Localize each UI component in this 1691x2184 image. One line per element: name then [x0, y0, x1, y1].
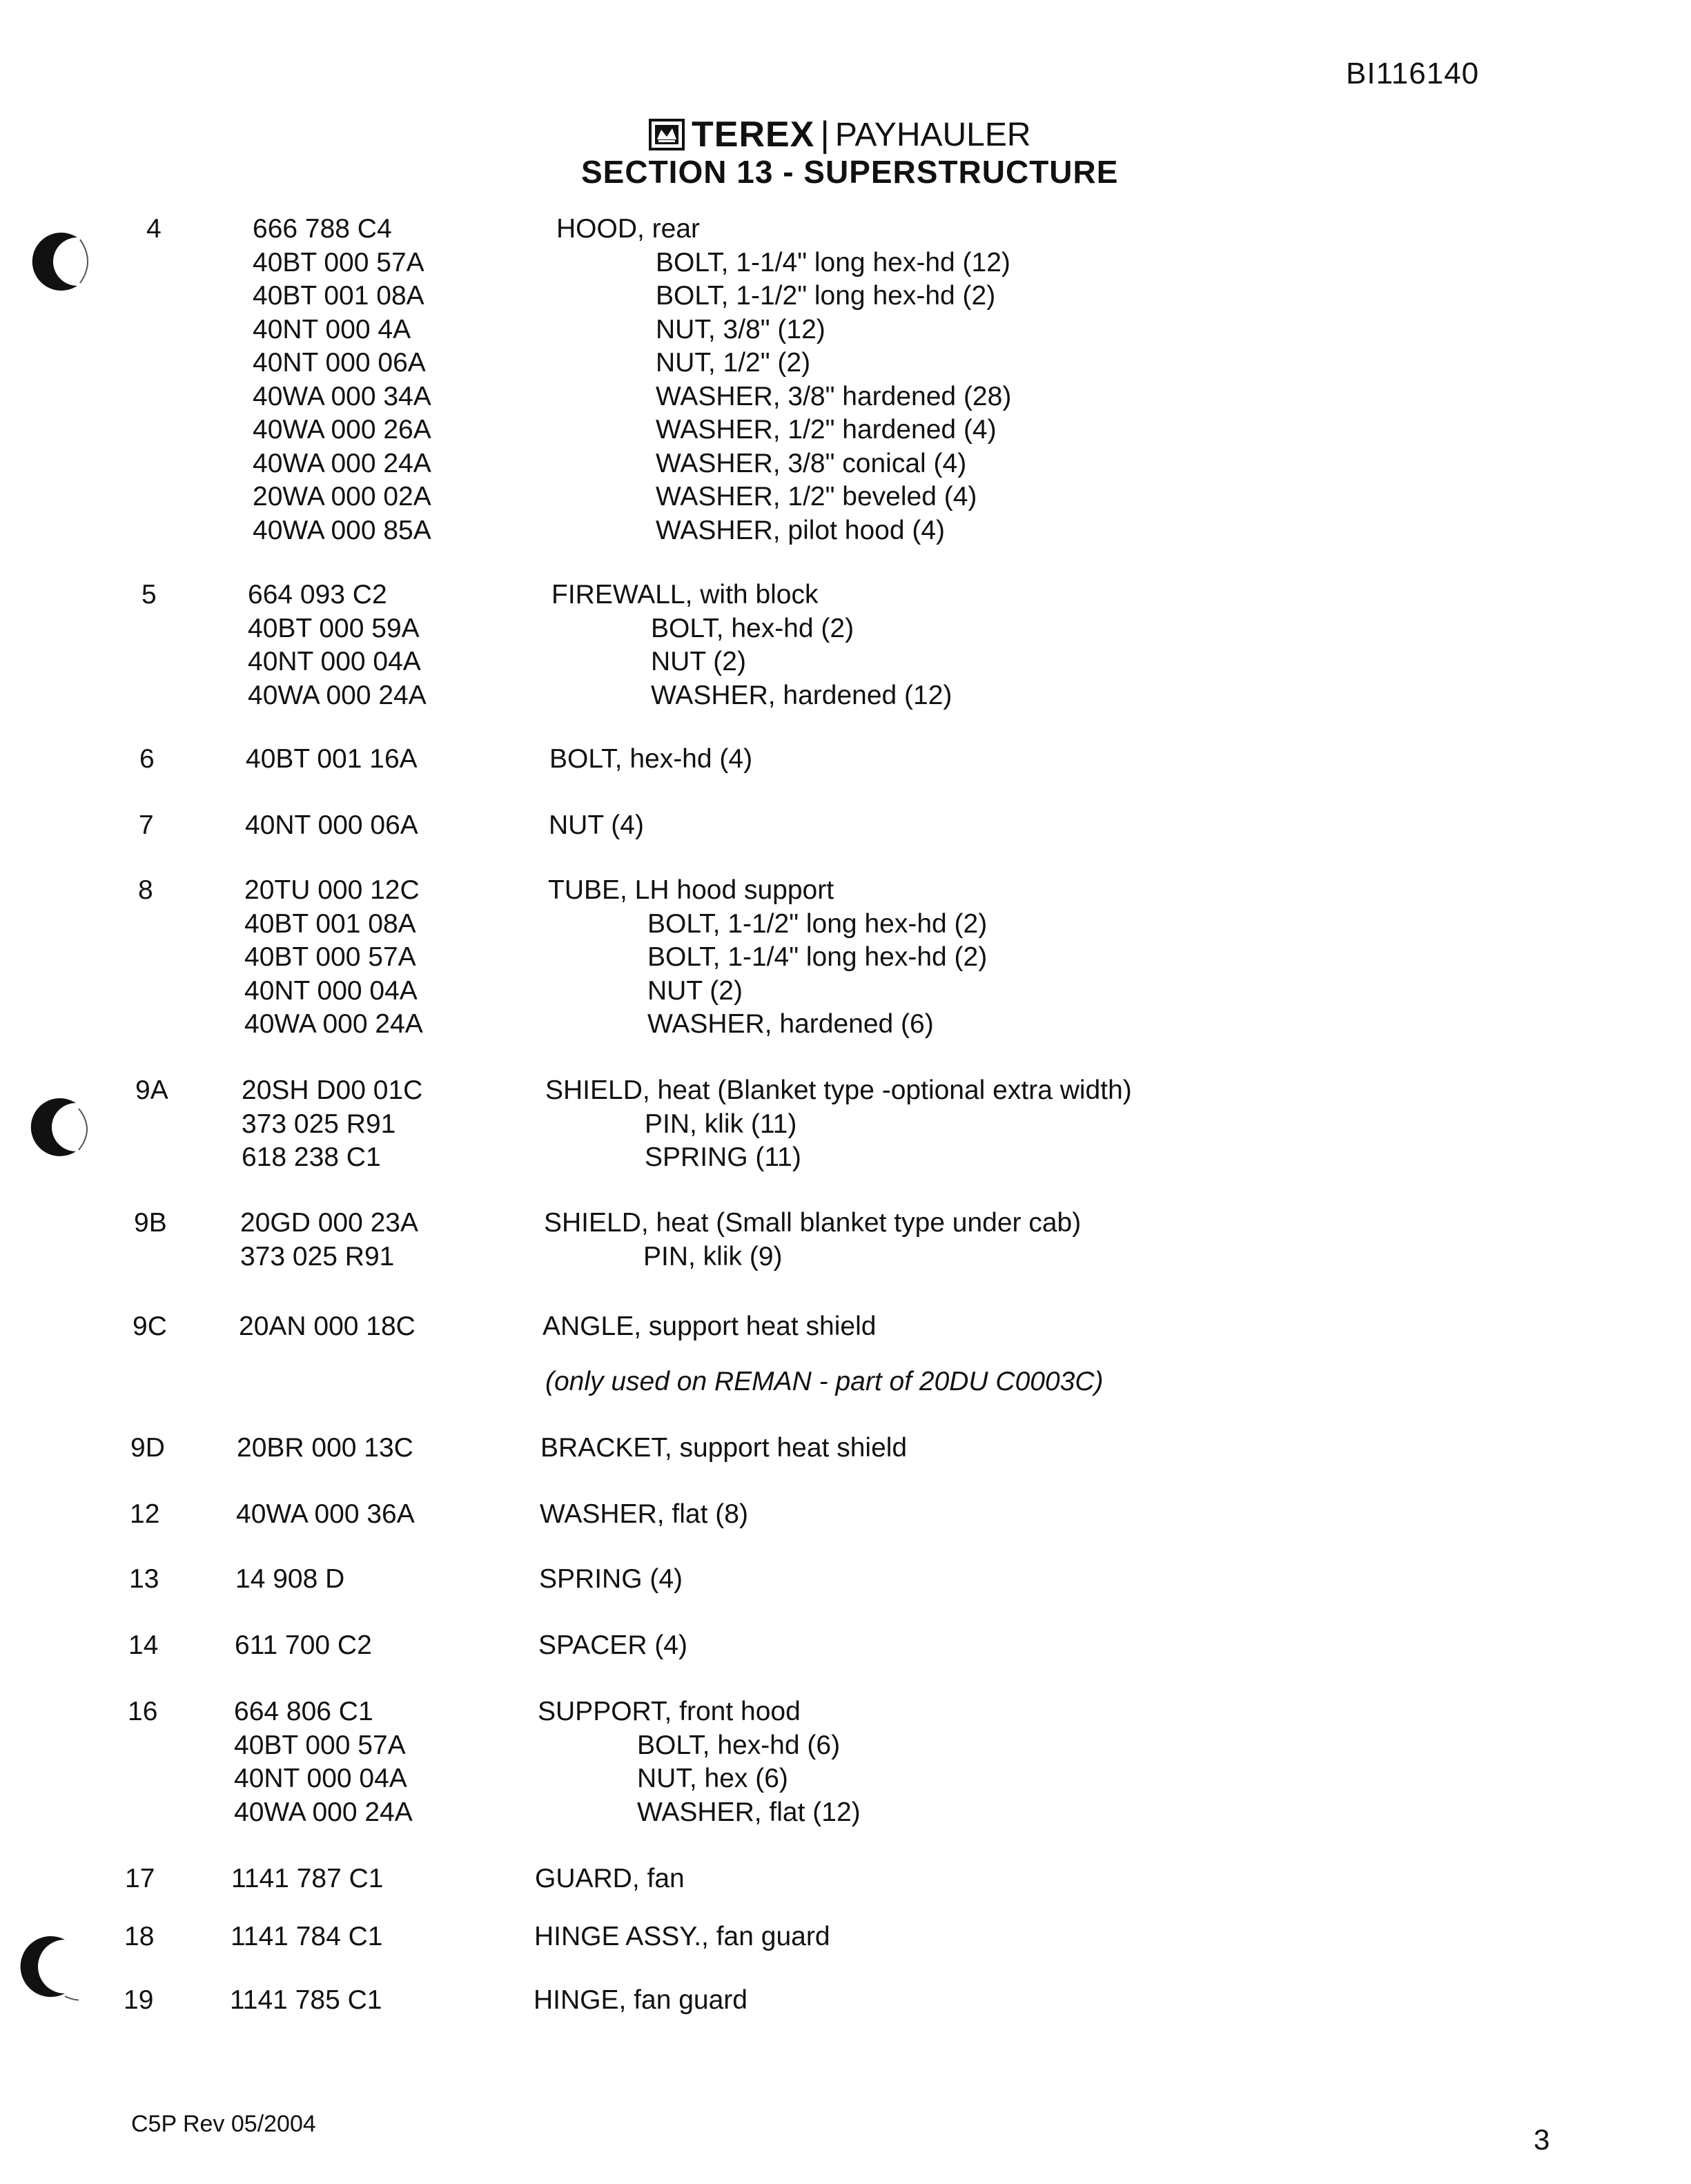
item-number: 17	[125, 1864, 155, 1893]
item-number: 16	[128, 1697, 158, 1726]
part-number: 40WA 000 36A	[236, 1499, 415, 1529]
part-description: FIREWALL, with block	[551, 580, 819, 610]
part-number: 40BT 000 57A	[253, 248, 424, 277]
part-description: HINGE, fan guard	[534, 1985, 747, 2015]
part-number: 40NT 000 04A	[248, 647, 421, 676]
brand-separator: |	[820, 115, 830, 155]
part-subdescription: BOLT, 1-1/4" long hex-hd (12)	[656, 248, 1010, 277]
page-number: 3	[1534, 2123, 1550, 2156]
item-number: 14	[128, 1630, 159, 1660]
part-subdescription: NUT, 1/2" (2)	[656, 348, 811, 378]
part-subdescription: SPRING (11)	[645, 1142, 801, 1172]
part-subdescription: PIN, klik (9)	[643, 1242, 783, 1271]
part-number: 20BR 000 13C	[237, 1433, 413, 1463]
part-subdescription: WASHER, flat (12)	[637, 1797, 861, 1827]
part-description: SPACER (4)	[538, 1630, 687, 1660]
item-number: 5	[141, 580, 157, 610]
part-number: 40BT 001 08A	[244, 909, 416, 939]
binder-hole-icon	[29, 222, 91, 298]
part-subdescription: WASHER, 3/8" conical (4)	[656, 449, 967, 478]
part-number: 664 806 C1	[234, 1697, 373, 1726]
part-number: 40WA 000 24A	[248, 681, 427, 710]
part-subdescription: BOLT, 1-1/2" long hex-hd (2)	[656, 281, 996, 311]
part-number: 1141 785 C1	[230, 1985, 382, 2015]
part-number: 40BT 000 57A	[234, 1730, 406, 1760]
part-number: 1141 784 C1	[231, 1922, 383, 1951]
part-subdescription: PIN, klik (11)	[645, 1109, 797, 1139]
part-description: NUT (4)	[549, 810, 644, 840]
part-subdescription: NUT (2)	[651, 647, 746, 676]
brand-payhauler: PAYHAULER	[834, 116, 1031, 153]
terex-logo-icon	[649, 119, 685, 150]
part-number: 40WA 000 24A	[244, 1009, 423, 1039]
part-number: 14 908 D	[235, 1564, 345, 1594]
section-title: SECTION 13 - SUPERSTRUCTURE	[581, 154, 1119, 190]
item-number: 6	[139, 744, 155, 774]
part-description: TUBE, LH hood support	[548, 875, 834, 905]
part-number: 20GD 000 23A	[240, 1208, 419, 1238]
part-description: SUPPORT, front hood	[538, 1697, 801, 1726]
part-description: SHIELD, heat (Small blanket type under cab)	[544, 1208, 1082, 1238]
item-number: 4	[146, 214, 162, 244]
item-number: 12	[130, 1499, 160, 1529]
part-number: 40NT 000 06A	[245, 810, 418, 840]
item-number: 19	[124, 1985, 154, 2015]
brand-terex: TEREX	[692, 115, 815, 155]
item-number: 7	[139, 810, 154, 840]
part-number: 20AN 000 18C	[239, 1312, 416, 1341]
part-number: 40BT 000 57A	[244, 942, 416, 972]
revision-label: C5P Rev 05/2004	[131, 2111, 316, 2137]
part-subdescription: NUT, hex (6)	[637, 1764, 788, 1793]
part-number: 40BT 000 59A	[248, 614, 420, 643]
part-description: SPRING (4)	[539, 1564, 683, 1594]
part-subdescription: WASHER, hardened (12)	[651, 681, 952, 710]
part-subdescription: BOLT, 1-1/2" long hex-hd (2)	[647, 909, 988, 939]
part-description: WASHER, flat (8)	[540, 1499, 748, 1529]
part-number: 40BT 001 16A	[246, 744, 418, 774]
part-subdescription: WASHER, hardened (6)	[647, 1009, 934, 1039]
part-description: BOLT, hex-hd (4)	[549, 744, 753, 774]
part-number: 40NT 000 06A	[253, 348, 426, 378]
binder-hole-icon	[17, 1929, 79, 2005]
item-number: 9D	[130, 1433, 165, 1463]
part-subdescription: NUT, 3/8" (12)	[656, 315, 825, 344]
part-number: 40NT 000 04A	[234, 1764, 407, 1793]
item-number: 9B	[134, 1208, 167, 1238]
document-id: BI116140	[1346, 57, 1480, 90]
item-number: 18	[124, 1922, 155, 1951]
item-number: 8	[138, 875, 153, 905]
binder-hole-icon	[26, 1088, 88, 1164]
part-description: HOOD, rear	[556, 214, 701, 244]
reman-note: (only used on REMAN - part of 20DU C0003C)	[545, 1367, 1104, 1396]
part-number: 1141 787 C1	[231, 1864, 384, 1893]
part-subdescription: WASHER, 1/2" beveled (4)	[656, 482, 977, 511]
part-number: 20SH D00 01C	[242, 1075, 423, 1105]
brand-header	[649, 114, 1031, 155]
part-number: 40NT 000 4A	[253, 315, 411, 344]
part-description: HINGE ASSY., fan guard	[534, 1922, 830, 1951]
part-number: 40NT 000 04A	[244, 976, 418, 1006]
item-number: 13	[129, 1564, 159, 1594]
part-number: 373 025 R91	[240, 1242, 395, 1271]
item-number: 9A	[135, 1075, 168, 1105]
part-number: 40WA 000 26A	[253, 415, 431, 445]
part-number: 666 788 C4	[253, 214, 392, 244]
part-description: BRACKET, support heat shield	[540, 1433, 908, 1463]
part-description: GUARD, fan	[535, 1864, 685, 1893]
part-number: 40WA 000 24A	[234, 1797, 413, 1827]
part-subdescription: BOLT, 1-1/4" long hex-hd (2)	[647, 942, 988, 972]
part-subdescription: NUT (2)	[647, 976, 743, 1006]
part-number: 40WA 000 85A	[253, 516, 431, 545]
part-number: 40WA 000 34A	[253, 382, 431, 411]
part-number: 40BT 001 08A	[253, 281, 424, 311]
part-number: 664 093 C2	[248, 580, 387, 610]
part-description: ANGLE, support heat shield	[543, 1312, 877, 1341]
part-subdescription: WASHER, pilot hood (4)	[656, 516, 946, 545]
part-number: 20WA 000 02A	[253, 482, 431, 511]
part-subdescription: WASHER, 1/2" hardened (4)	[656, 415, 997, 445]
part-number: 618 238 C1	[242, 1142, 381, 1172]
part-subdescription: BOLT, hex-hd (6)	[637, 1730, 841, 1760]
part-subdescription: WASHER, 3/8" hardened (28)	[656, 382, 1012, 411]
part-subdescription: BOLT, hex-hd (2)	[651, 614, 854, 643]
part-number: 611 700 C2	[235, 1630, 372, 1660]
part-number: 373 025 R91	[242, 1109, 396, 1139]
part-description: SHIELD, heat (Blanket type -optional extra width)	[545, 1075, 1132, 1105]
part-number: 40WA 000 24A	[253, 449, 431, 478]
part-number: 20TU 000 12C	[244, 875, 420, 905]
item-number: 9C	[133, 1312, 167, 1341]
